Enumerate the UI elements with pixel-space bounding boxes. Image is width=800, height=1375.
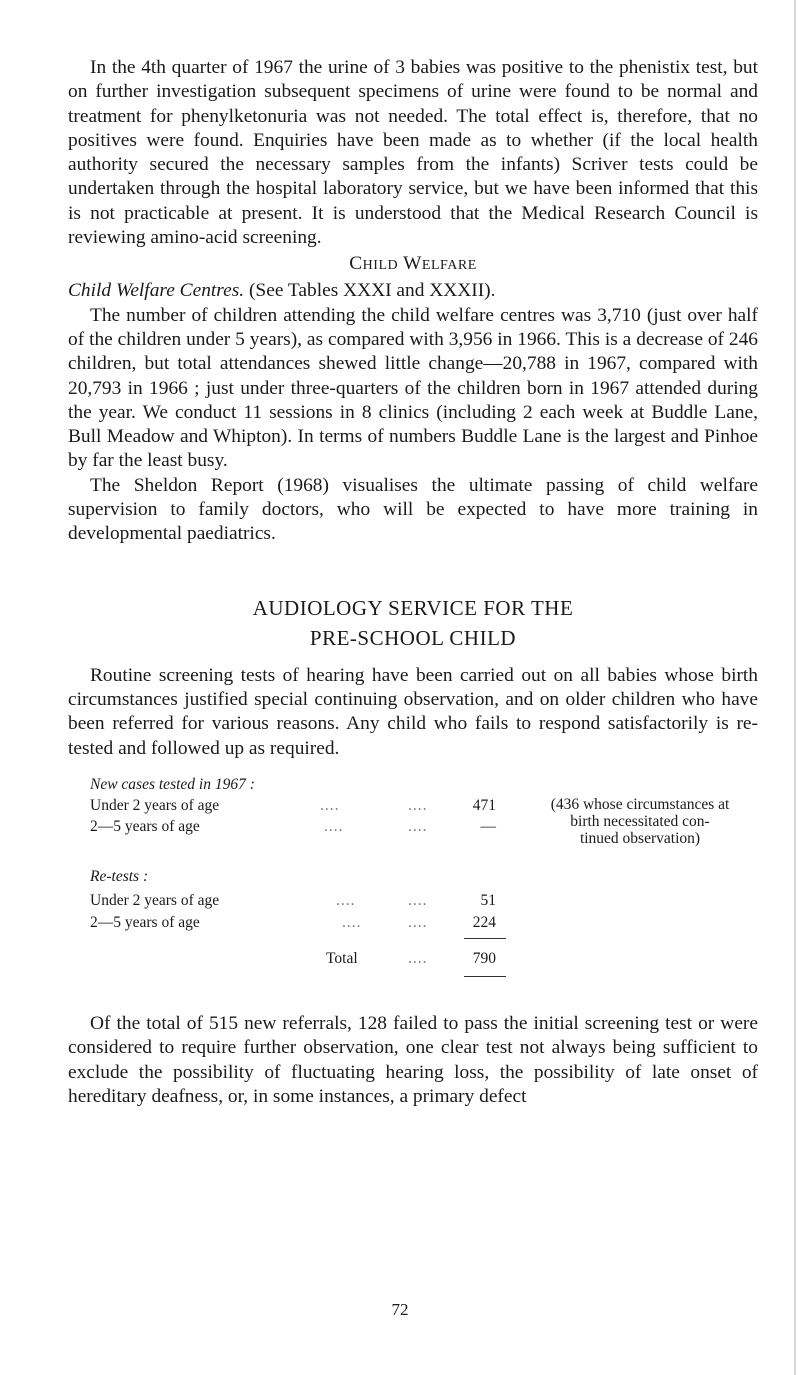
new-2-to-5-label: 2—5 years of age [90, 817, 200, 835]
table-row-retest-under-2 [68, 891, 758, 911]
paragraph-phenistix: In the 4th quarter of 1967 the urine of 3 babies was positive to the phenistix test, but on further investigation subsequent specimens of urine were found to be normal and treatment for phenylketonuria was not needed. The total effect is, therefore, that no positives were found. Enquiries have been made as to whether (if the local health authority secured the necessary samples from the infants) Scriver tests could be undertaken through the hospital laboratory service, but we have been informed that this is not practicable at present. It is understood that the Medical Research Council is reviewing amino-acid screening. [68, 57, 758, 249]
leader-dots: .... [342, 913, 362, 931]
new-under-2-label: Under 2 years of age [90, 796, 220, 814]
table-row-retests-heading [68, 867, 758, 887]
table-row-new-cases-heading [68, 775, 758, 795]
total-label: Total [326, 949, 358, 967]
retests-heading: Re-tests : [90, 867, 149, 885]
retest-2-to-5-label: 2—5 years of age [90, 913, 200, 931]
audiology-title-line-2: PRE-SCHOOL CHILD [309, 625, 517, 650]
paragraph-new-referrals: Of the total of 515 new referrals, 128 failed to pass the initial screening test or were considered to require further observation, one clear test not always being sufficient to exclude the possibility of fluctuating hearing loss, the possibility of late onset of hereditary deafness, or, in some instances, a primary defect [68, 1013, 758, 1107]
new-2-to-5-value: — [480, 817, 496, 835]
section-title-audiology [68, 593, 758, 653]
retest-under-2-value: 51 [480, 891, 496, 909]
leader-dots: .... [320, 796, 340, 814]
paragraph-sheldon-report: The Sheldon Report (1968) visualises the ultimate passing of child welfare supervision to family doctors, who will be expected to have more training in developmental paediatrics. [68, 474, 758, 545]
leader-dots: .... [408, 891, 428, 909]
page-edge-shadow [794, 0, 796, 1375]
audiology-title-line-1: AUDIOLOGY SERVICE FOR THE [252, 595, 574, 620]
leader-dots: .... [408, 913, 428, 931]
note-line-1: (436 whose circumstances at [550, 795, 730, 813]
note-line-3: tinued observation) [579, 829, 701, 847]
table-row-retest-2-to-5 [68, 913, 758, 933]
section-heading-child-welfare: Child Welfare [349, 253, 477, 275]
closing-paragraph-block [68, 1012, 758, 1109]
table-row-total [68, 949, 758, 969]
document-page [68, 56, 758, 1125]
paragraph-centre-attendance: The number of children attending the child welfare centres was 3,710 (just over half of the children under 5 years), as compared with 3,956 in 1966. This is a decrease of 246 children, but total attendances shewed little change—20,788 in 1967, compared with 20,793 in 1966 ; just under three-quarters of the children born in 1967 attended during the year. We conduct 11 sessions in 8 clinics (including 2 each week at Buddle Lane, Bull Meadow and Whipton). In terms of numbers Buddle Lane is the largest and Pinhoe by far the least busy. [68, 304, 758, 472]
total-value: 790 [472, 949, 496, 967]
table-row-new-2-to-5 [68, 817, 758, 837]
page-number: 72 [391, 1300, 409, 1319]
subheading-child-welfare-centres [68, 279, 758, 303]
paragraph-screening-tests: Routine screening tests of hearing have been carried out on all babies whose birth circumstances justified special continuing observation, and on older children who have been referred for various reasons. Any child who fails to respond satisfactorily is re-tested and followed up as required. [68, 664, 758, 759]
leader-dots: .... [324, 817, 344, 835]
subheading-tables-reference: (See Tables XXXI and XXXII). [244, 280, 496, 302]
subheading-italic-part: Child Welfare Centres. [68, 280, 245, 302]
retest-2-to-5-value: 224 [472, 913, 496, 931]
leader-dots: .... [408, 949, 428, 967]
total-rule-top [464, 938, 506, 939]
retest-under-2-label: Under 2 years of age [90, 891, 220, 909]
new-cases-heading: New cases tested in 1967 : [90, 775, 255, 793]
leader-dots: .... [336, 891, 356, 909]
total-rule-bottom [464, 976, 506, 977]
leader-dots: .... [408, 817, 428, 835]
leader-dots: .... [408, 796, 428, 814]
note-line-2: birth necessitated con- [570, 812, 710, 830]
new-under-2-value: 471 [472, 796, 496, 814]
